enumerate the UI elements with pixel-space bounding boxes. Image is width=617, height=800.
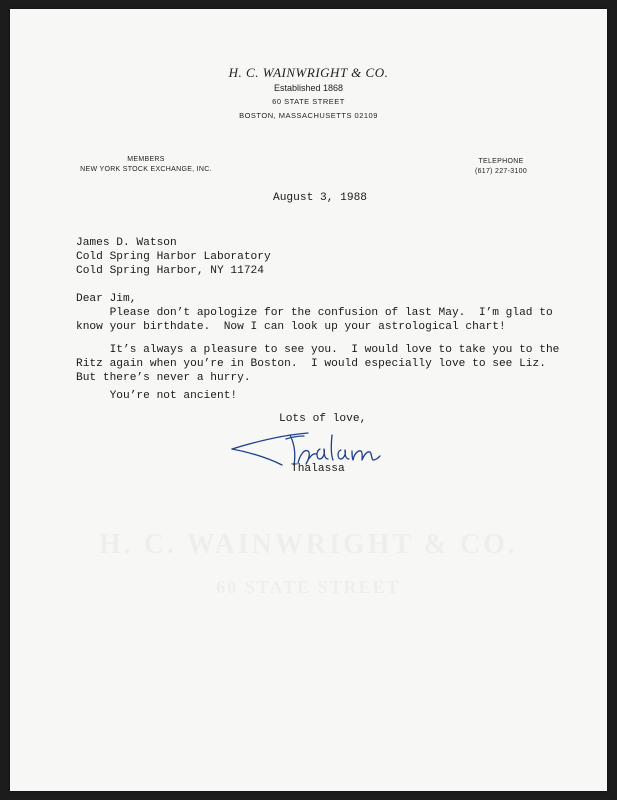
watermark-line-2 <box>10 577 607 598</box>
telephone-block <box>456 157 546 177</box>
letterhead-established: Established 1868 <box>273 83 344 93</box>
closing: Lots of love, <box>279 413 367 425</box>
paragraph-1: Please don’t apologize for the confusion of last May. I’m glad to know your birthdate. Now I can look up your astrological chart! <box>76 307 553 333</box>
members-exchange: NEW YORK STOCK EXCHANGE, INC. <box>80 166 212 173</box>
paragraph-2: It’s always a pleasure to see you. I would love to take you to the Ritz again when you’re in Boston. I would especially love to see Liz. But there’s never a hurry. <box>76 344 560 384</box>
typed-signature-name: Thalassa <box>291 463 345 475</box>
watermark-line-1 <box>10 529 607 561</box>
letterhead-firm-name: H. C. WAINWRIGHT & CO. <box>228 65 389 80</box>
paragraph-3: You’re not ancient! <box>76 390 238 402</box>
recipient-address: James D. Watson Cold Spring Harbor Laboratory Cold Spring Harbor, NY 11724 <box>76 237 271 277</box>
members-label: MEMBERS <box>127 156 165 163</box>
salutation: Dear Jim, <box>76 293 137 305</box>
telephone-label: TELEPHONE <box>478 158 524 165</box>
letterhead-street: 60 STATE STREET <box>272 97 345 106</box>
letter-page <box>10 9 607 791</box>
telephone-number: (617) 227-3100 <box>474 168 528 175</box>
members-block <box>76 155 216 175</box>
letterhead-city: BOSTON, MASSACHUSETTS 02109 <box>239 111 378 120</box>
letter-date: August 3, 1988 <box>273 192 367 204</box>
